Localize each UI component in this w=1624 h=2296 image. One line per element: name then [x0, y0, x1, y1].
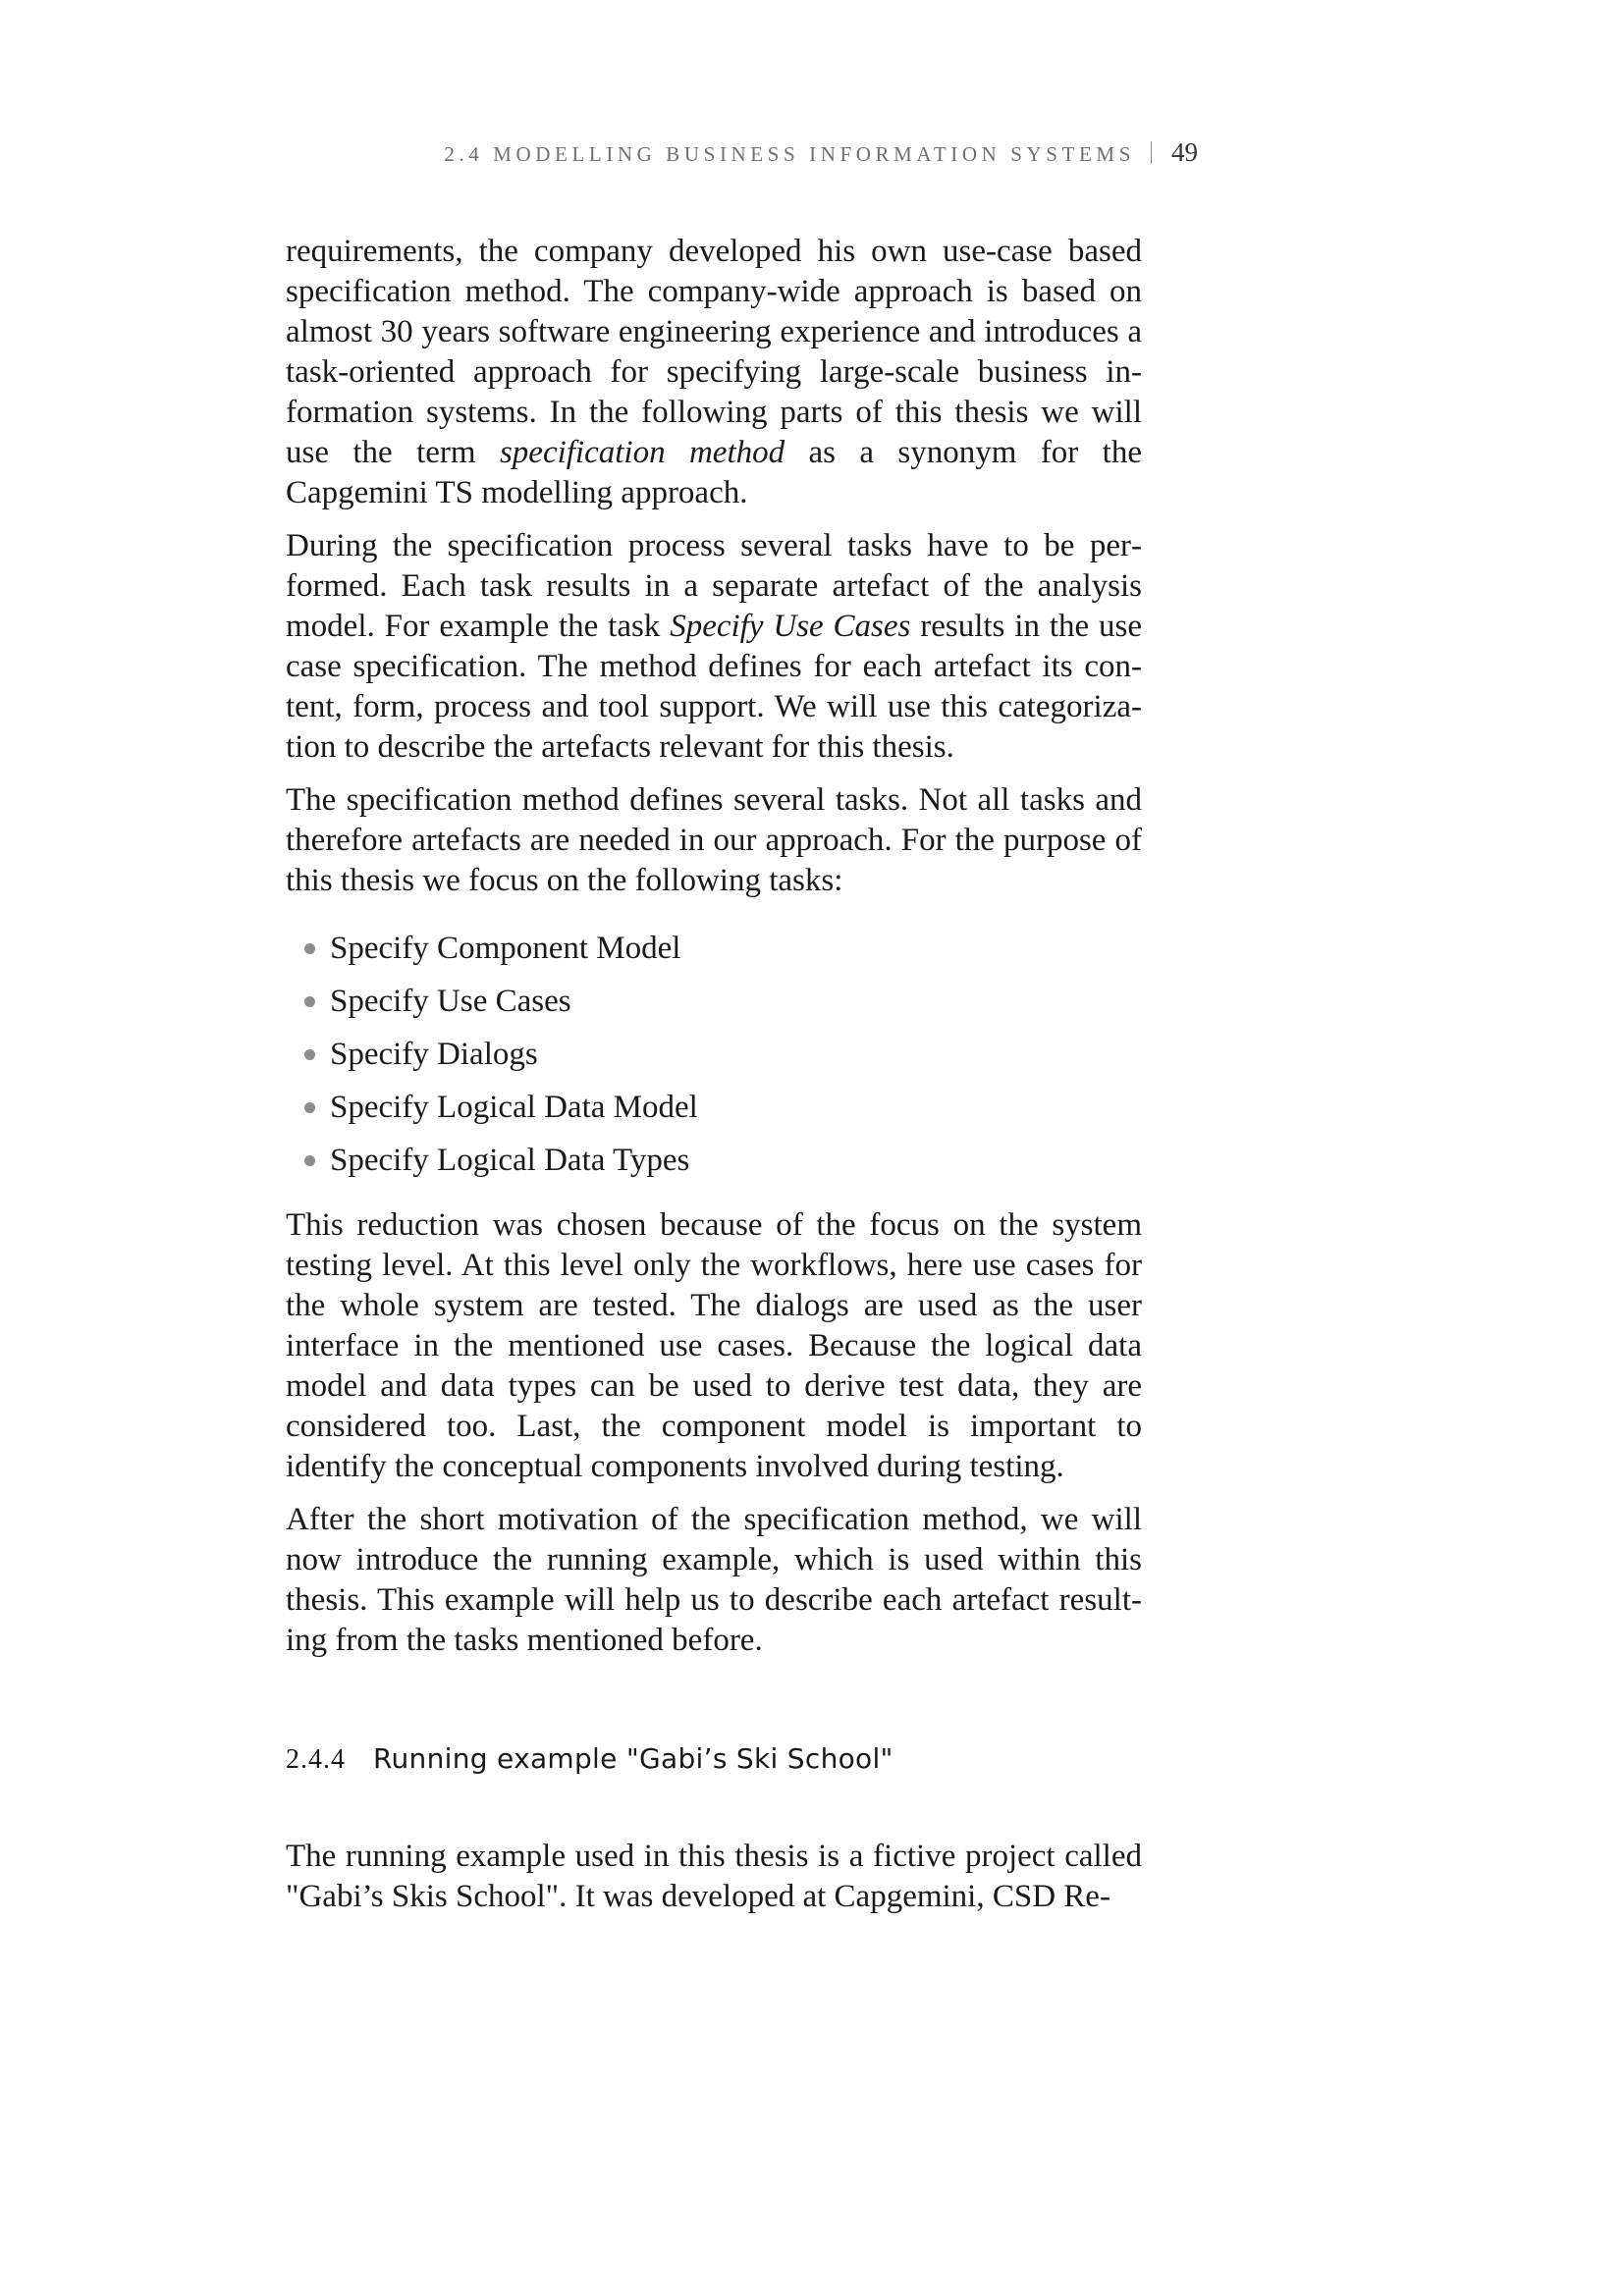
list-item	[330, 1141, 1142, 1180]
list-item	[330, 982, 1142, 1021]
list-item	[330, 1035, 1142, 1074]
paragraph-5: After the short motivation of the specification method, we will now introduce the running example, which is used within this thesis. This example will help us to describe each artefact resulting from the tasks mentioned before.	[286, 1502, 1142, 1658]
paragraph-2-text-b: results in the use case specification. The method defines for each artefact its content, form, process and tool support. We will use this categorization to describe the artefacts relevant for this thesis.	[286, 609, 1142, 765]
paragraph-1-emphasis: specification method	[499, 435, 785, 470]
paragraph-1-text-b: as a synonym for the Capgemini TS modelling approach.	[286, 435, 1143, 510]
paragraph-4: This reduction was chosen because of the focus on the system testing level. At this level only the workflows, here use cases for the whole system are tested. The dialogs are used as the user interface in the mentioned use cases. Because the logical data model and data types can be used to derive test data, they are considered too. Last, the component model is important to identify the conceptual components involved during testing.	[286, 1207, 1142, 1484]
bullet-icon	[304, 996, 315, 1007]
body-text	[286, 232, 1142, 1930]
paragraph-2-emphasis: Specify Use Cases	[670, 609, 911, 644]
paragraph-2-text-a: During the specification process several tasks have to be performed. Each task results in a separate artefact of the analysis model. For example the task	[286, 528, 1142, 644]
bullet-icon	[304, 943, 315, 954]
task-label: Specify Dialogs	[330, 1037, 538, 1072]
header-divider	[1151, 141, 1152, 164]
running-header	[0, 137, 1198, 168]
paragraph-1	[286, 232, 1142, 513]
page-number: 49	[1171, 137, 1198, 167]
running-header-section-title: 2.4 MODELLING BUSINESS INFORMATION SYSTEMS	[444, 142, 1135, 166]
paragraph-1-text-a: requirements, the company developed his own use-case based specification method. The company-wide approach is based on almost 30 years software engineering experience and introduces a task-oriented approach for specifying large-scale business information systems. In the following parts of this thesis we will use the term	[286, 234, 1142, 470]
task-label: Specify Logical Data Model	[330, 1090, 698, 1125]
list-item	[330, 929, 1142, 968]
bullet-icon	[304, 1155, 315, 1166]
task-label: Specify Component Model	[330, 931, 681, 966]
task-list	[286, 929, 1142, 1180]
subsection-title: Running example "Gabi’s Ski School"	[373, 1742, 893, 1775]
paragraph-2	[286, 526, 1142, 768]
subsection-heading	[286, 1742, 1142, 1776]
task-label: Specify Logical Data Types	[330, 1143, 690, 1178]
task-label: Specify Use Cases	[330, 984, 571, 1019]
subsection-number: 2.4.4	[286, 1744, 346, 1775]
paragraph-6: The running example used in this thesis is a fictive project called "Gabi’s Skis School". It was developed at Capgemini, CSD Re-	[286, 1839, 1142, 1914]
list-item	[330, 1088, 1142, 1127]
bullet-icon	[304, 1049, 315, 1060]
bullet-icon	[304, 1102, 315, 1113]
paragraph-3: The specification method defines several tasks. Not all tasks and therefore artefacts are needed in our approach. For the purpose of this thesis we focus on the following tasks:	[286, 782, 1142, 898]
